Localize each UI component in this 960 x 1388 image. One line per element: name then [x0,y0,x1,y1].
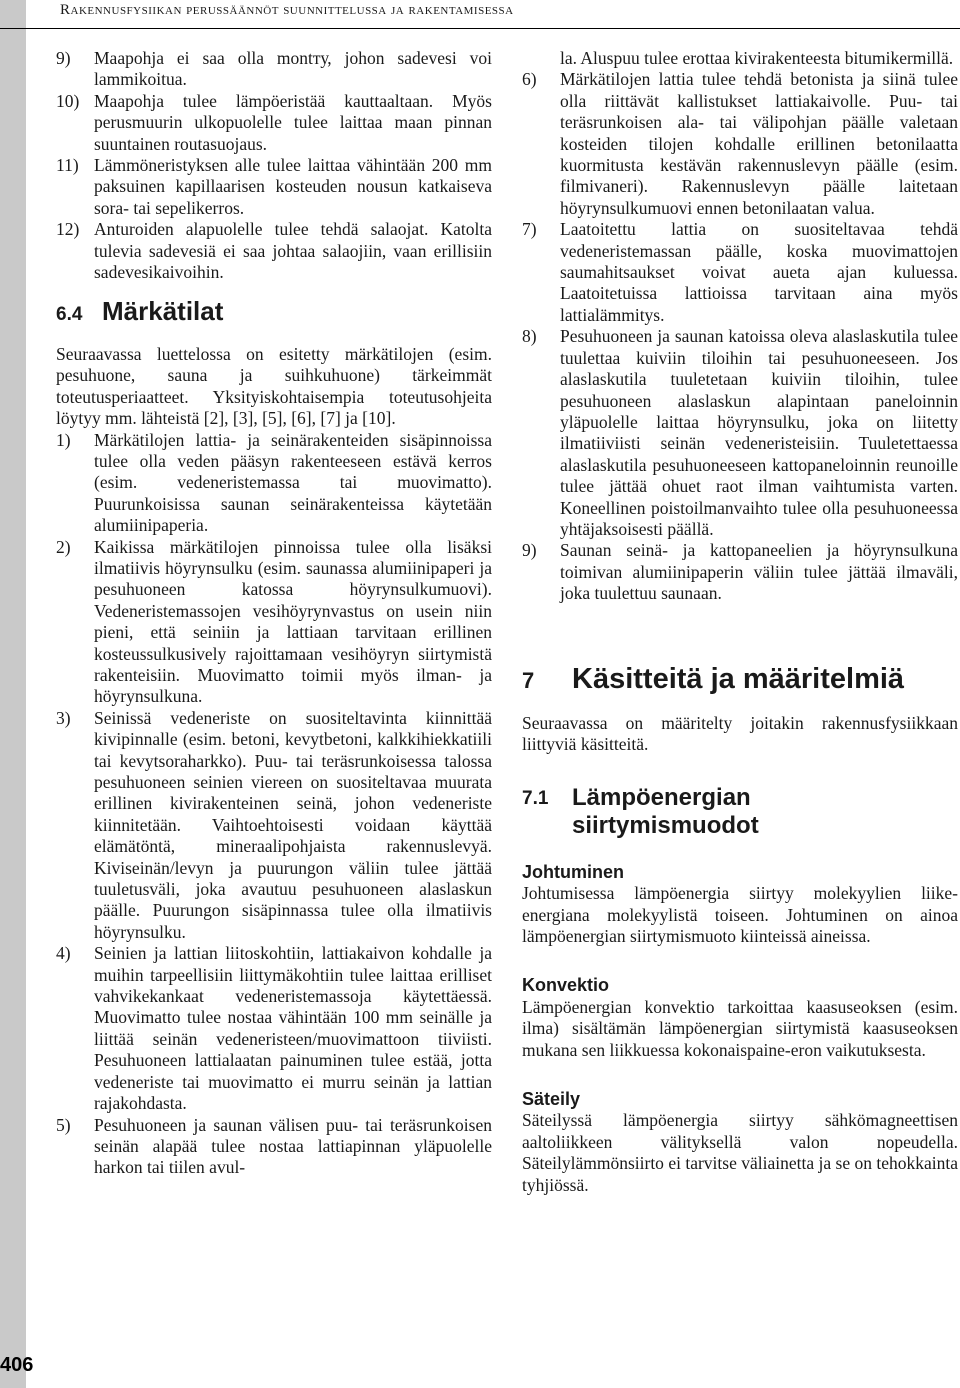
section-title: Märkätilat [102,296,224,327]
item-number: 9) [522,540,537,561]
item-text: Märkätilojen lattia- ja seinärakenteiden sisäpinnoissa tulee olla veden pääsyn rakenteeseen estävä kerros (esim. vedeneristemassa tai muovimatto). Puurunkoisissa saunan seinärakenteissa käytetään alumiinipaperia. [94,429,492,536]
page-number: 406 [0,1354,34,1376]
subsection-title: Lämpöenergian siirtymismuodot [572,783,759,839]
list-item [56,1115,492,1179]
item-number: 3) [56,707,71,728]
list-item [522,219,958,326]
header-rule [0,28,960,29]
page-edge-bar [0,0,34,1388]
list-item [522,540,958,604]
chapter-heading [522,662,958,695]
item-number: 6) [522,69,537,90]
list-item [56,430,492,537]
item-number: 10) [56,90,80,111]
item-text: Laatoitettu lattia on suositeltavaa tehdä vedeneristemassan päälle, koska muovimattojen saumahitsaukset voivat aueta ajan kuluessa. Laatoitetuissa lattioissa tarvitaan aina myös lattialämmitys. [560,219,958,325]
term-heading: Säteily [522,1089,581,1110]
right-column [522,48,958,1196]
term-heading: Johtuminen [522,861,624,882]
list-item-continuation [522,48,958,69]
item-text: Seinissä vedeneriste on suositeltavinta kiinnittää kivipinnalle (esim. betoni, kevytbetoni, kalkkihiekkatiili tai kevytsoraharkko). Puu- tai teräsrunkoisessa talossa pesuhuoneen seinien viereen on suositeltavaa muurata erillinen kivirakenteinen seinä, johon vedeneriste kiinnitetään. Vaihtoehtoisesti voidaan käyttää elämätöntä, mineraalipohjaista rakennuslevyä. Kiviseinän/levyn ja puurungon väliin tulee jättää tuuletusväli, joka avautuu pesuhuoneen alaslaskun päälle. Puurungon sisäpinnassa tulee olla ilmatiivis höyrynsulku. [94,707,492,942]
list-item [56,943,492,1114]
item-number: 11) [56,155,79,176]
item-number: 1) [56,429,71,450]
item-text: Pesuhuoneen ja saunan välisen puu- tai teräsrunkoisen seinän alapää tulee nostaa lattiapinnan yläpuolelle harkon tai tiilen avul- [94,1114,492,1178]
item-number: 4) [56,943,71,964]
term-definition: Säteilyssä lämpöenergia siirtyy sähkömagneettisen aaltoliikkeen välityksellä valon nopeudella. Säteilylämmönsiirto ei tarvitse väliainetta ja se on tehokkainta tyhjiössä. [522,1110,958,1195]
running-header: Rakennusfysiikan perussäännöt suunnittelussa ja rakentamisessa [60,2,514,18]
list-item [522,69,958,219]
section-intro: Seuraavassa luettelossa on esitetty märkätilojen (esim. pesuhuone, sauna ja suihkuhuone) tärkeimmät toteutusperiaatteet. Yksityiskohtaisempia toteutusohjeita löytyy mm. lähteistä [2], [3], [5], [6], [7] ja [10]. [56,343,492,429]
item-number: 5) [56,1114,71,1135]
item-text: Seinien ja lattian liitoskohtiin, lattiakaivon kohdalle ja muihin tarpeellisiin liittymäkohtiin tulee laittaa erilliset vahvikekankaat vedeneristemassoja käytettäessä. Muovimatto tulee nostaa vähintään 100 mm seinälle ja liittää seinän vedeneristeen/muovimattoon tiiviisti. Pesuhuoneen lattialaatan painuminen tulee estää, jotta vedeneriste tai muovimatto ei murru seinän ja lattian rajakohdasta. [94,943,492,1114]
term-heading: Konvektio [522,975,610,996]
list-item [56,219,492,283]
item-number: 7) [522,219,537,240]
item-number: 12) [56,219,80,240]
subsection-heading [522,784,958,840]
chapter-number: 7 [522,667,535,693]
item-text: Kaikissa märkätilojen pinnoissa tulee olla lisäksi ilmatiivis höyrynsulku (esim. saunassa alumiinipaperi ja pesuhuoneen katossa höyrynsulkumuovi). Vedeneristemassojen vesihöyrynvastus on usein niin pieni, että seiniin ja lattiaan tarvitaan erillinen kosteussulkusively rajoittamaan vesihöyryn siirtymistä rakenteisiin. Muovimatto toimii myös ilman- ja höyrynsulkuna. [94,536,492,707]
list-item [56,537,492,708]
list-item [56,155,492,219]
item-text: Pesuhuoneen ja saunan katoissa oleva alaslaskutila tulee tuulettaa kuiviin tiloihin tai pesuhuoneeseen. Jos alaslaskutila tuuletetaan kuiviin tiloihin, tulee pesuhuoneen alaslaskun alapintaan paneloinnin yläpuolelle laittaa höyrynsulku, joka on liitetty ilmatiiviisti seinän vedeneristeisiin. Tuuletettaessa alaslaskutila pesuhuoneeseen kattopaneloinnin reunoille tulee jättää ohuet raot ilman vaihtumista varten. Koneellinen poistoilmanvaihto tulee olla pesuhuoneessa yhtäjaksoisesti päällä. [560,326,958,539]
item-number: 8) [522,326,537,347]
left-column [56,48,492,1179]
item-text: Saunan seinä- ja kattopaneelien ja höyrynsulkuna toimivan alumiinipaperin väliin tulee jättää ilmaväli, joka tuulettuu saunaan. [560,540,958,604]
subsection-number: 7.1 [522,787,549,809]
term-definition: Lämpöenergian konvektio tarkoittaa kaasuseoksen (esim. ilma) sisältämän lämpöenergian siirtymistä kaasuseoksen mukana sen liikkuessa kokonaispaine-eron vaikutuksesta. [522,996,958,1060]
item-text: Anturoiden alapuolelle tulee tehdä salaojat. Katolta tulevia sadevesiä ei saa johtaa salaojiin, vaan erillisiin sadevesikaivoihin. [94,219,492,283]
item-text: Lämmöneristyksen alle tulee laittaa vähintään 200 mm paksuinen kapillaarisen kosteuden nousun katkaiseva sora- tai sepelikerros. [94,155,492,218]
list-item [56,48,492,91]
chapter-title: Käsitteitä ja määritelmiä [572,662,905,695]
item-number: 9) [56,48,71,68]
list-item [56,91,492,155]
chapter-intro: Seuraavassa on määritelty joitakin rakennusfysiikkaan liittyviä käsitteitä. [522,712,958,755]
section-heading [56,296,492,327]
section-number: 6.4 [56,304,83,326]
item-text: Maapohja ei saa olla montту, johon sadevesi voi lammikoitua. [94,48,492,90]
list-item [522,326,958,540]
item-text: Märkätilojen lattia tulee tehdä betonista ja siinä tulee olla riittävät kallistukset lattiakaivolle. Puu- tai teräsrunkoisen ala- tai välipohjan päälle valetaan kosteiden tilojen kohdalle erillinen betonilaatta kuormitusta kestävän rakennuslevyn päälle (esim. filmivaneri). Rakennuslevyn päälle laitetaan höyrynsulkumuovi ennen betonilaatan valua. [560,69,958,218]
list-item [56,708,492,943]
item-number: 2) [56,536,71,557]
item-text: la. Aluspuu tulee erottaa kivirakenteesta bitumikermillä. [560,48,954,68]
item-text: Maapohja tulee lämpöeristää kauttaaltaan. Myös perusmuurin ulkopuolelle tulee laittaa maan pinnan suuntainen routasuojaus. [94,90,492,154]
term-definition: Johtumisessa lämpöenergia siirtyy molekyylien liike-energiana molekyylistä toiseen. Johtuminen on ainoa lämpöenergian siirtymismuoto kiinteissä aineissa. [522,883,958,946]
